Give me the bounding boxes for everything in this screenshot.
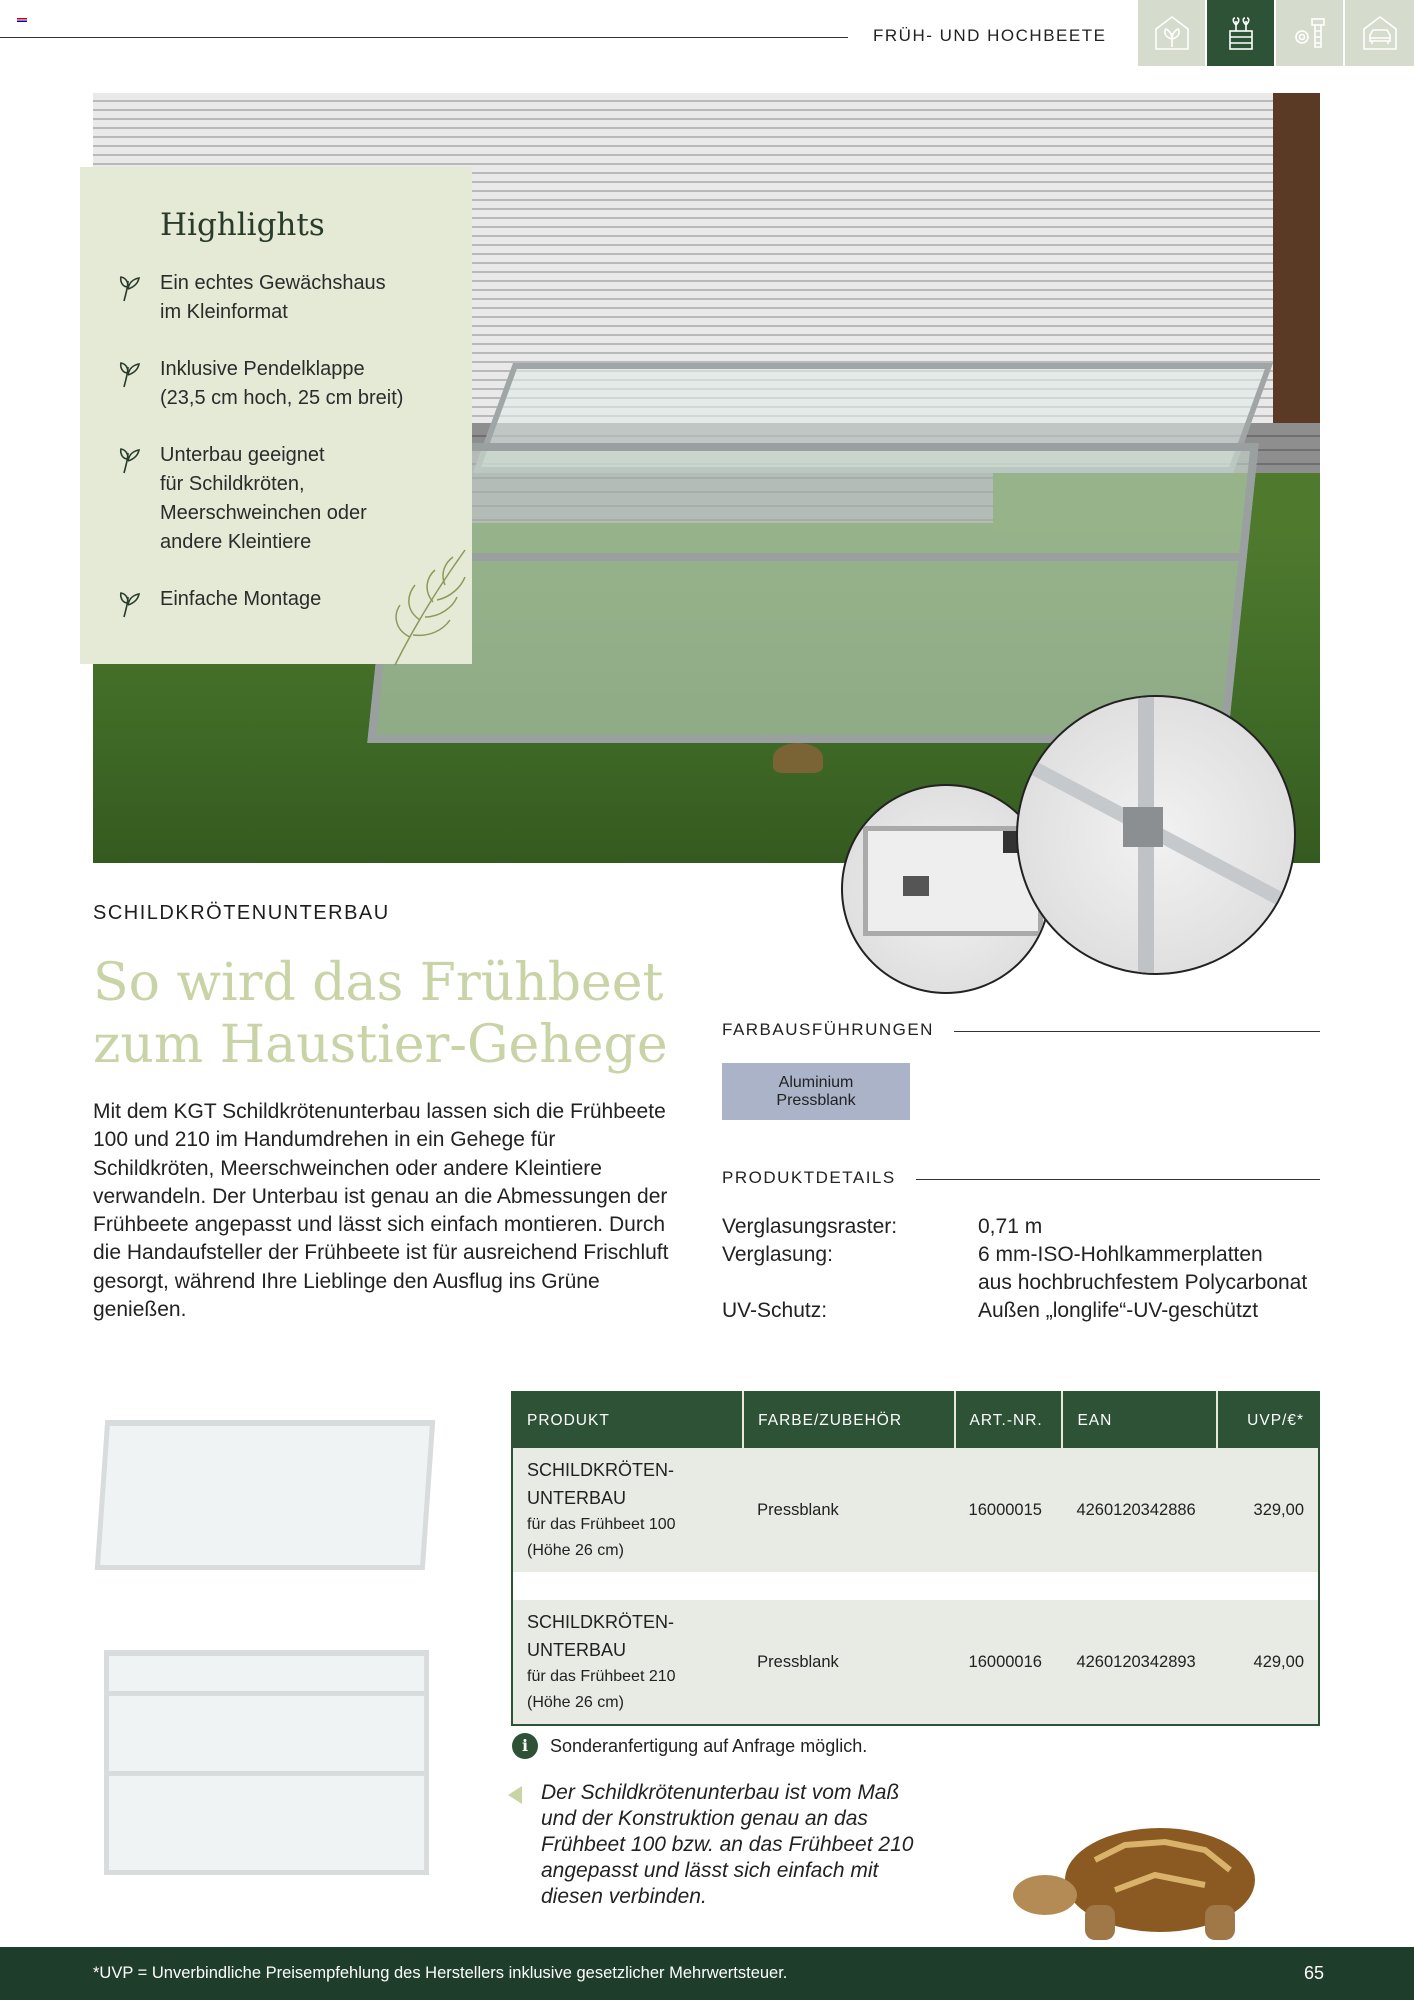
detail-value-line: Außen „longlife“-UV-geschützt	[978, 1299, 1259, 1322]
detail-photo-corner	[1016, 695, 1296, 975]
art-nr-cell: 16000016	[955, 1600, 1063, 1725]
product-name: UNTERBAU	[527, 1488, 627, 1508]
detail-value	[978, 1241, 1307, 1297]
column-header: FARBE/ZUBEHÖR	[743, 1392, 954, 1448]
highlight-line: Inklusive Pendelklappe	[160, 358, 365, 380]
info-icon: i	[512, 1733, 538, 1759]
highlight-item	[160, 269, 442, 327]
frame-rail	[383, 553, 1243, 561]
product-table	[511, 1391, 1320, 1726]
swatch-label: Aluminium	[778, 1074, 854, 1091]
highlight-item	[160, 441, 442, 557]
colors-title: FARBAUSFÜHRUNGEN	[722, 1020, 954, 1040]
headline-line: So wird das Frühbeet	[93, 953, 664, 1013]
price-cell: 429,00	[1217, 1600, 1319, 1725]
detail-label: UV-Schutz:	[722, 1299, 828, 1322]
leaf-icon	[118, 589, 142, 619]
product-details	[722, 1213, 1322, 1325]
column-header: EAN	[1062, 1392, 1217, 1448]
highlight-line: Unterbau geeignet	[160, 444, 325, 466]
detail-row	[722, 1297, 1322, 1325]
highlight-line: andere Kleintiere	[160, 531, 312, 553]
category-tile-raised-bed[interactable]	[1207, 0, 1274, 66]
product-sub: (Höhe 26 cm)	[527, 1542, 624, 1559]
tortoise-image	[1005, 1820, 1285, 1945]
table-row	[512, 1600, 1319, 1725]
column-header: UVP/€*	[1217, 1392, 1319, 1448]
product-name: UNTERBAU	[527, 1640, 627, 1660]
color-swatch-aluminium[interactable]	[722, 1063, 910, 1120]
highlight-line: Meerschweinchen oder	[160, 502, 367, 524]
swatch-label: Pressblank	[776, 1092, 856, 1109]
detail-label: Verglasung:	[722, 1243, 833, 1266]
leaf-icon	[118, 445, 142, 475]
highlight-line: (23,5 cm hoch, 25 cm breit)	[160, 387, 404, 409]
raised-bed-icon	[1221, 13, 1261, 53]
highlight-line: Ein echtes Gewächshaus	[160, 272, 386, 294]
product-sub: (Höhe 26 cm)	[527, 1694, 624, 1711]
highlight-line: für Schildkröten,	[160, 473, 305, 495]
headline-line: zum Haustier-Gehege	[93, 1015, 668, 1075]
art-nr-cell: 16000015	[955, 1448, 1063, 1572]
detail-value	[978, 1297, 1258, 1325]
custom-order-note	[512, 1733, 867, 1759]
column-header: PRODUKT	[512, 1392, 743, 1448]
leaf-icon	[118, 273, 142, 303]
detail-value	[978, 1213, 1042, 1241]
detail-value-line: 6 mm-ISO-Hohlkammerplatten	[978, 1243, 1263, 1266]
page-number: 65	[1303, 1963, 1324, 1983]
article-headline	[93, 952, 668, 1076]
note-text: Sonderanfertigung auf Anfrage möglich.	[550, 1735, 868, 1756]
article-body: Mit dem KGT Schildkrötenunterbau lassen sich die Frühbeete 100 und 210 im Handumdrehen in ein Gehege für Schildkröten, Meerschweinchen oder andere Kleintiere verwandeln. Der Unterbau ist genau an die Abmessungen der Frühbeete angepasst und lässt sich einfach montieren. Durch die Handaufsteller der Frühbeete ist für ausreichend Frischluft gesorgt, während Ihre Lieblinge den Ausflug ins Grüne genießen.	[93, 1100, 669, 1322]
palm-leaf-icon	[385, 545, 475, 670]
section-title: FRÜH- UND HOCHBEETE	[873, 26, 1107, 45]
price-cell: 329,00	[1217, 1448, 1319, 1572]
category-tile-garage[interactable]	[1345, 0, 1414, 66]
detail-row	[722, 1213, 1322, 1241]
tortoise-figure	[773, 743, 823, 773]
table-row	[512, 1448, 1319, 1572]
ean-cell: 4260120342893	[1062, 1600, 1217, 1725]
article-kicker: SCHILDKRÖTENUNTERBAU	[93, 902, 390, 924]
highlight-item	[160, 355, 442, 413]
language-flag-icon	[17, 18, 27, 22]
detail-row	[722, 1241, 1322, 1297]
category-tile-greenhouse[interactable]	[1138, 0, 1205, 66]
category-tile-hardware[interactable]	[1276, 0, 1343, 66]
product-cell	[512, 1600, 743, 1725]
product-image-100	[95, 1420, 435, 1570]
product-sub: für das Frühbeet 100	[527, 1516, 676, 1533]
column-header: ART.-NR.	[955, 1392, 1063, 1448]
detail-label: Verglasungsraster:	[722, 1215, 898, 1238]
product-image-210	[104, 1650, 429, 1875]
detail-value-line: aus hochbruchfestem Polycarbonat	[978, 1271, 1308, 1294]
hardware-icon	[1290, 13, 1330, 53]
color-cell: Pressblank	[743, 1600, 954, 1725]
garage-icon	[1360, 13, 1400, 53]
footer-bar	[0, 1947, 1414, 2000]
product-name: SCHILDKRÖTEN-	[527, 1612, 675, 1632]
footnote: *UVP = Unverbindliche Preisempfehlung des Herstellers inklusive gesetzlicher Mehrwertsteuer.	[93, 1964, 788, 1982]
details-title: PRODUKTDETAILS	[722, 1168, 916, 1188]
color-cell: Pressblank	[743, 1448, 954, 1572]
pointer-triangle-icon	[508, 1786, 522, 1804]
header-rule	[0, 37, 848, 38]
image-caption: Der Schildkrötenunterbau ist vom Maß und der Konstruktion genau an das Frühbeet 100 bzw. an das Frühbeet 210 angepasst und lässt sich einfach mit diesen verbinden.	[541, 1781, 914, 1908]
product-cell	[512, 1448, 743, 1572]
leaf-icon	[118, 359, 142, 389]
highlight-line: Einfache Montage	[160, 588, 322, 610]
product-sub: für das Frühbeet 210	[527, 1668, 676, 1685]
product-name: SCHILDKRÖTEN-	[527, 1460, 675, 1480]
detail-value-line: 0,71 m	[978, 1215, 1043, 1238]
greenhouse-icon	[1152, 13, 1192, 53]
ean-cell: 4260120342886	[1062, 1448, 1217, 1572]
highlight-line: im Kleinformat	[160, 301, 288, 323]
highlights-title: Highlights	[160, 207, 325, 243]
